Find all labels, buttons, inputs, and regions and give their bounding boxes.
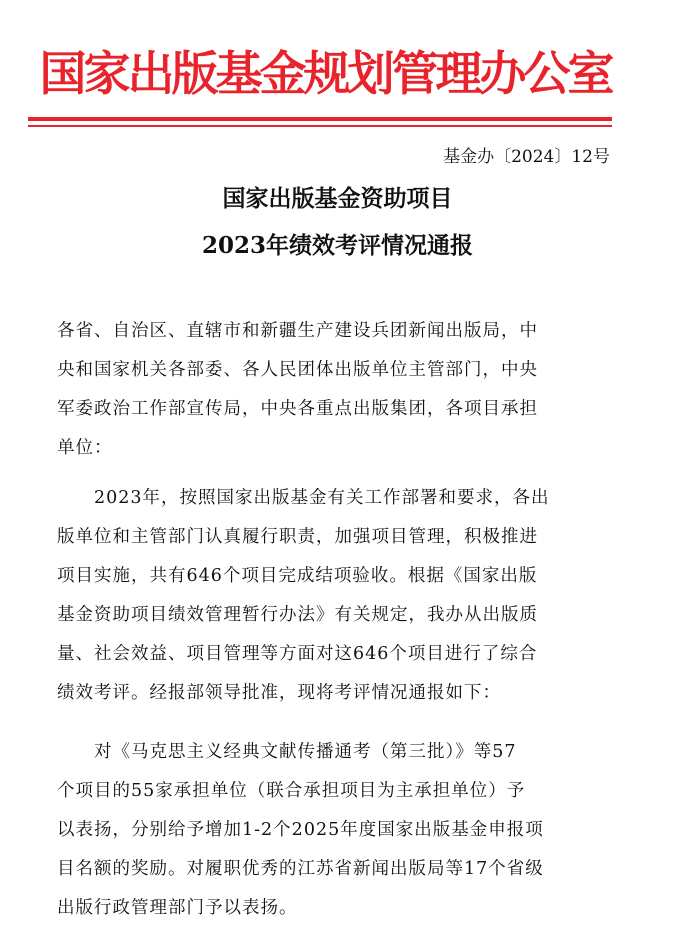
- body-line: 个项目的55家承担单位（联合承担项目为主承担单位）予: [57, 781, 526, 801]
- body-line: 项目实施，共有646个项目完成结项验收。根据《国家出版: [57, 566, 538, 586]
- body-line: 各省、自治区、直辖市和新疆生产建设兵团新闻出版局，中: [57, 321, 538, 341]
- body-line: 版单位和主管部门认真履行职责，加强项目管理，积极推进: [57, 527, 538, 547]
- body-line: 量、社会效益、项目管理等方面对这646个项目进行了综合: [57, 644, 538, 664]
- body-line: 2023年，按照国家出版基金有关工作部署和要求，各出: [57, 488, 550, 508]
- body-line: 央和国家机关各部委、各人民团体出版单位主管部门，中央: [57, 360, 538, 380]
- body-line: 绩效考评。经报部领导批准，现将考评情况通报如下：: [57, 683, 501, 703]
- document-number: 基金办〔2024〕12号: [443, 147, 610, 167]
- body-line: 目名额的奖励。对履职优秀的江苏省新闻出版局等17个省级: [57, 859, 544, 879]
- letterhead-rule-thick: [28, 117, 612, 121]
- body-line: 对《马克思主义经典文献传播通考（第三批）》等57: [57, 742, 517, 762]
- body-line: 出版行政管理部门予以表扬。: [57, 898, 298, 918]
- letterhead-rule-thin: [28, 125, 612, 127]
- body-line: 以表扬，分别给予增加1-2个2025年度国家出版基金申报项: [57, 820, 544, 840]
- body-line: 基金资助项目绩效管理暂行办法》有关规定，我办从出版质: [57, 605, 538, 625]
- document-title-line-1: 国家出版基金资助项目: [222, 185, 453, 212]
- document-title-line-2: 2023年绩效考评情况通报: [201, 232, 473, 259]
- body-line: 单位：: [57, 438, 113, 458]
- body-line: 军委政治工作部宣传局，中央各重点出版集团，各项目承担: [57, 399, 538, 419]
- letterhead-title: 国家出版基金规划管理办公室: [39, 47, 612, 102]
